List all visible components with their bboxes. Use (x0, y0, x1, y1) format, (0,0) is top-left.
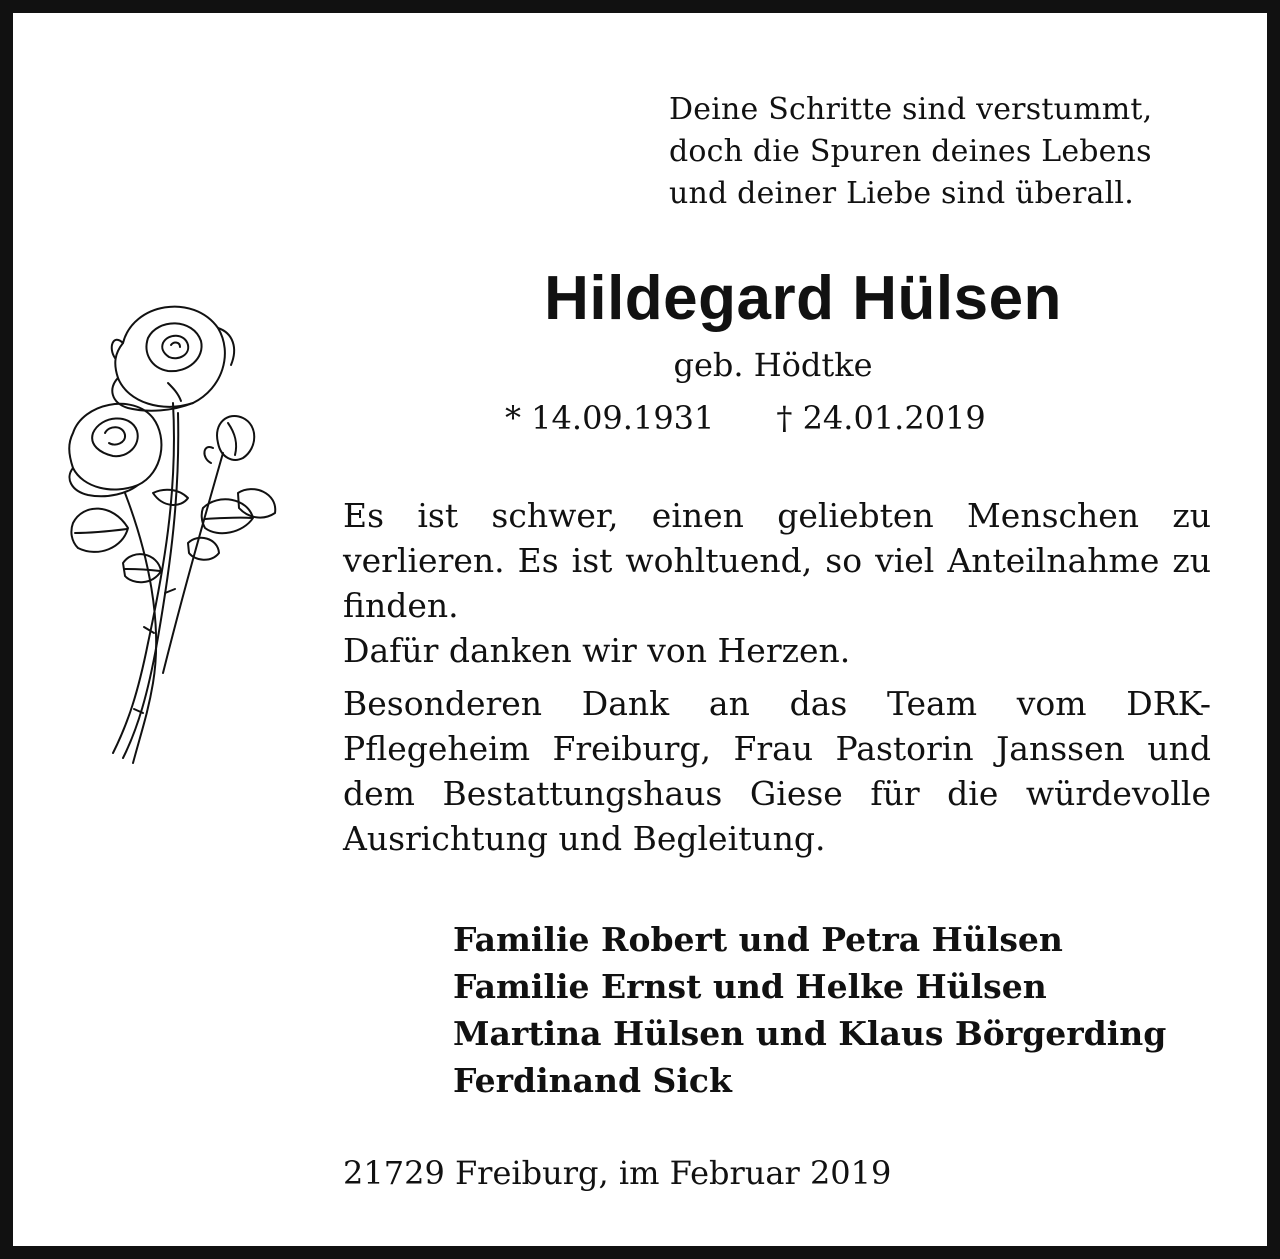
life-dates (505, 395, 1065, 441)
motto-line: und deiner Liebe sind überall. (669, 176, 1134, 211)
thank-you-text (343, 493, 1211, 861)
signer-line: Martina Hülsen und Klaus Börgerding (453, 1014, 1167, 1053)
thank-you-paragraph: Es ist schwer, einen geliebten Menschen zu verlieren. Es ist wohltuend, so viel Anteilnahme zu finden. (343, 496, 1211, 625)
thank-you-paragraph: Dafür danken wir von Herzen. (343, 631, 851, 670)
signer-line: Familie Ernst und Helke Hülsen (453, 967, 1047, 1006)
motto-line: doch die Spuren deines Lebens (669, 134, 1152, 169)
rose-illustration-icon (53, 293, 283, 773)
signer-line: Ferdinand Sick (453, 1061, 732, 1100)
thank-you-paragraph: Besonderen Dank an das Team vom DRK-Pflegeheim Freiburg, Frau Pastorin Janssen und dem Bestattungshaus Giese für die würdevolle Ausrichtung und Begleitung. (343, 684, 1211, 858)
place-and-date: 21729 Freiburg, im Februar 2019 (343, 1154, 892, 1192)
motto-verse (669, 89, 1229, 215)
signer-line: Familie Robert und Petra Hülsen (453, 920, 1063, 959)
maiden-name: geb. Hödtke (673, 346, 873, 384)
signers-list (453, 916, 1233, 1104)
death-date: † 24.01.2019 (776, 399, 986, 437)
deceased-name: Hildegard Hülsen (544, 264, 1062, 333)
motto-line: Deine Schritte sind verstummt, (669, 92, 1153, 127)
birth-date: * 14.09.1931 (505, 399, 715, 437)
